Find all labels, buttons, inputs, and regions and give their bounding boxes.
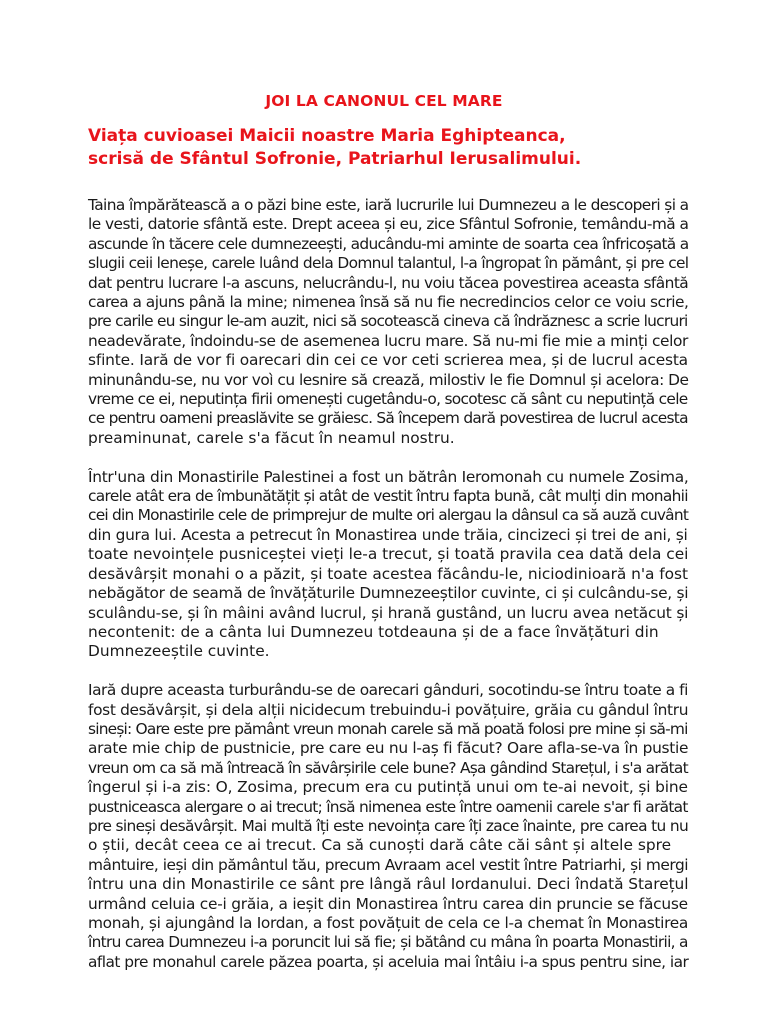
paragraph-line: o știi, decât ceea ce ai trecut. Ca să cunoști dară câte căi sânt și altele spre — [88, 836, 672, 855]
paragraph-line: îngerul și i-a zis: O, Zosima, precum era cu putință unui om te-ai nevoit, și bine — [88, 778, 688, 797]
paragraph-line: Dumnezeeștile cuvinte. — [88, 642, 270, 661]
paragraph-line: pre sineși desăvârșit. Mai multă îți este nevoința care îți zace înainte, pre carea tu nu — [88, 816, 689, 835]
paragraph-line: arate mie chip de pustnicie, pre care eu nu l-aș fi făcut? Oare afla-se-va în pustie — [88, 739, 689, 758]
paragraph-line: carea a ajuns până la mine; nimenea însă să nu fie necredincios celor ce voiu scrie, — [88, 293, 689, 312]
paragraph-line: întru una din Monastirile ce sânt pre lângă râul Iordanului. Deci îndată Starețul — [88, 875, 689, 894]
subtitle-line: Viața cuvioasei Maicii noastre Maria Eghipteanca, — [88, 126, 566, 146]
paragraph-line: cei din Monastirile cele de primprejur de multe ori alergau la dânsul ca să auză cuvânt — [88, 506, 689, 525]
paragraph-line: întru carea Dumnezeu i-a poruncit lui să fie; și bătând cu mâna în poarta Monastirii, a — [88, 933, 688, 952]
paragraph-line: ascunde în tăcere cele dumnezeești, aducându-mi aminte de soarta cea înfricoșată a — [88, 234, 689, 253]
paragraph-line: le vesti, datorie sfântă este. Drept aceea și eu, zice Sfântul Sofronie, temându-mă a — [88, 215, 689, 234]
paragraph-line: sfinte. Iară de vor fi oarecari din cei ce vor ceti scrierea mea, și de lucrul acesta — [88, 351, 688, 370]
paragraph-line: aflat pre monahul carele păzea poarta, și aceluia mai întâiu i-a spus pentru sine, iar — [88, 952, 689, 971]
paragraph-line: sculându-se, și în mâini având lucrul, și hrană gustând, un lucru avea netăcut și — [88, 603, 689, 622]
paragraph-line: sineși: Oare este pre pământ vreun monah carele să mă poată folosi pre mine și să-mi — [88, 719, 688, 738]
body-paragraph — [88, 468, 688, 662]
document-subtitle — [88, 125, 728, 171]
paragraph-line: minunându-se, nu vor voì cu lesnire să crează, milostiv le fie Domnul și acelora: De — [88, 370, 689, 389]
paragraph-line: necontenit: de a cânta lui Dumnezeu totdeauna și de a face învățături din — [88, 622, 659, 641]
paragraph-line: desăvârșit monahi o a păzit, și toate acestea făcându-le, niciodinioară n'a fost — [88, 564, 689, 583]
document-body — [88, 196, 688, 992]
paragraph-line: nebăgător de seamă de învățăturile Dumnezeeștilor cuvinte, ci și culcându-se, și — [88, 584, 689, 603]
paragraph-line: fost desăvârșit, și dela alții nicidecum trebuindu-i povățuire, grăia cu gândul întru — [88, 700, 689, 719]
paragraph-line: carele atât era de îmbunătățit și atât de vestit întru fapta bună, cât mulți din monahii — [88, 487, 688, 506]
paragraph-line: mântuire, ieși din pământul tău, precum Avraam acel vestit între Patriarhi, și mergi — [88, 855, 689, 874]
body-paragraph — [88, 681, 688, 972]
paragraph-line: Iară dupre aceasta turburându-se de oarecari gânduri, socotindu-se întru toate a fi — [88, 681, 688, 700]
paragraph-line: dat pentru lucrare l-a ascuns, nelucrându-l, nu voiu tăcea povestirea aceasta sfântă — [88, 273, 689, 292]
paragraph-line: vreun om ca să mă întreacă în săvârșirile cele bune? Așa gândind Starețul, i s'a arătat — [88, 758, 688, 777]
paragraph-line: pre carile eu singur le-am auzit, nici să socotească cineva că îndrăznesc a scrie lucruri — [88, 312, 688, 331]
paragraph-line: toate nevoințele pusniceștei vieți le-a trecut, și toată pravila cea dată dela cei — [88, 545, 689, 564]
document-title: JOI LA CANONUL CEL MARE — [265, 92, 503, 110]
body-paragraph — [88, 196, 688, 448]
paragraph-line: urmând celuia ce-i grăia, a ieșit din Monastirea întru carea din pruncie se făcuse — [88, 894, 688, 913]
paragraph-line: monah, și ajungând la Iordan, a fost povățuit de cela ce l-a chemat în Monastirea — [88, 914, 689, 932]
paragraph-line: Într'una din Monastirile Palestinei a fost un bătrân Ieromonah cu numele Zosima, — [88, 467, 689, 486]
paragraph-line: ce pentru oameni preaslăvite se grăiesc. Să începem dară povestirea de lucrul acesta — [88, 409, 688, 428]
paragraph-line: preaminunat, carele s'a făcut în neamul nostru. — [88, 428, 455, 447]
paragraph-line: Taina împărătească a o păzi bine este, iară lucrurile lui Dumnezeu a le descoperi și a — [88, 196, 689, 214]
paragraph-line: vreme ce ei, neputința firii omenești cugetându-o, socotesc că sânt cu neputință cele — [88, 390, 688, 409]
subtitle-line: scrisă de Sfântul Sofronie, Patriarhul Ierusalimului. — [88, 149, 582, 169]
paragraph-line: din gura lui. Acesta a petrecut în Monastirea unde trăia, cincizeci și trei de ani, și — [88, 525, 688, 544]
paragraph-line: pustniceasca alergare o ai trecut; însă nimenea este între oamenii carele s'ar fi arătat — [88, 797, 688, 816]
paragraph-line: neadevărate, îndoindu-se de asemenea lucru mare. Să nu-mi fie mie a minți celor — [88, 331, 688, 350]
paragraph-line: slugii ceii leneșe, carele luând dela Domnul talantul, l-a îngropat în pământ, și pre cel — [88, 254, 689, 273]
